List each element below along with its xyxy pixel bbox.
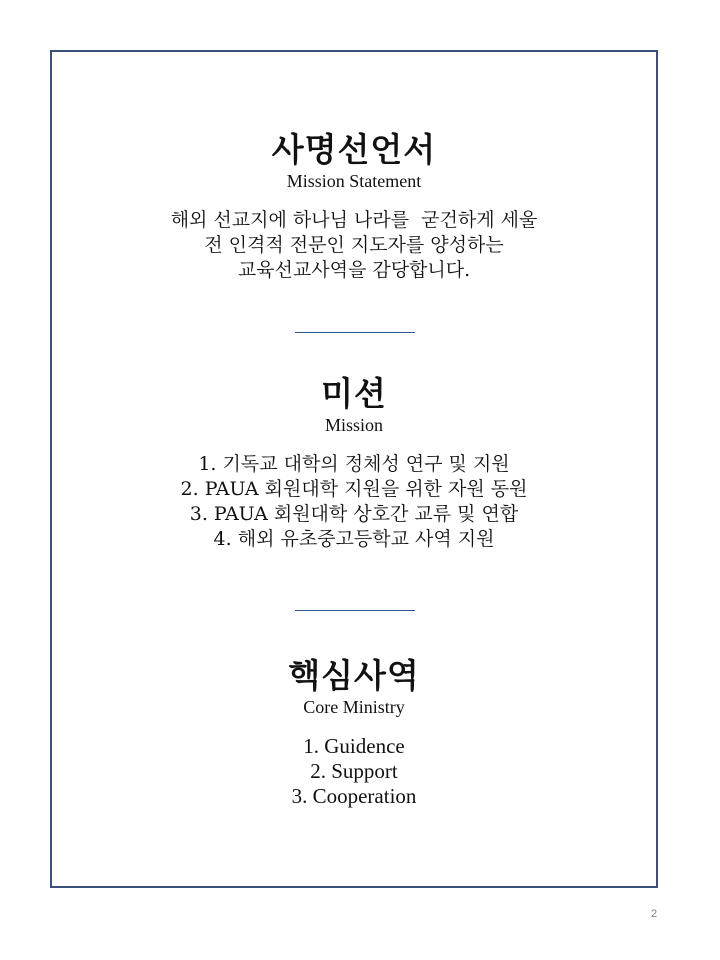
mission-statement-section [52,130,656,283]
mission-list-item: 2. PAUA 회원대학 지원을 위한 자원 동원 [180,478,528,500]
mission-statement-title: 사명선언서 [271,130,437,169]
mission-list-item: 4. 해외 유초중고등학교 사역 지원 [213,528,495,550]
mission-section [52,374,656,552]
mission-statement-text [52,208,656,283]
section-divider [295,610,415,611]
core-ministry-item: 3. Cooperation [291,784,417,808]
core-ministry-subtitle: Core Ministry [303,697,405,717]
mission-list [52,452,656,552]
page-frame [50,50,658,888]
core-ministry-item: 2. Support [310,759,398,783]
page-number: 2 [651,908,658,920]
mission-statement-line: 교육선교사역을 감당합니다. [237,259,471,281]
core-ministry-list [52,734,656,809]
core-ministry-section [52,656,656,809]
core-ministry-title: 핵심사역 [288,656,420,695]
mission-statement-line: 전 인격적 전문인 지도자를 양성하는 [204,234,504,256]
mission-list-item: 1. 기독교 대학의 정체성 연구 및 지원 [198,453,510,475]
mission-statement-line: 해외 선교지에 하나님 나라를 굳건하게 세울 [170,209,538,231]
mission-statement-subtitle: Mission Statement [286,171,422,191]
mission-subtitle: Mission [324,415,384,435]
section-divider [295,332,415,333]
mission-title: 미션 [321,374,387,413]
mission-list-item: 3. PAUA 회원대학 상호간 교류 및 연합 [189,503,519,525]
core-ministry-item: 1. Guidence [303,734,405,758]
